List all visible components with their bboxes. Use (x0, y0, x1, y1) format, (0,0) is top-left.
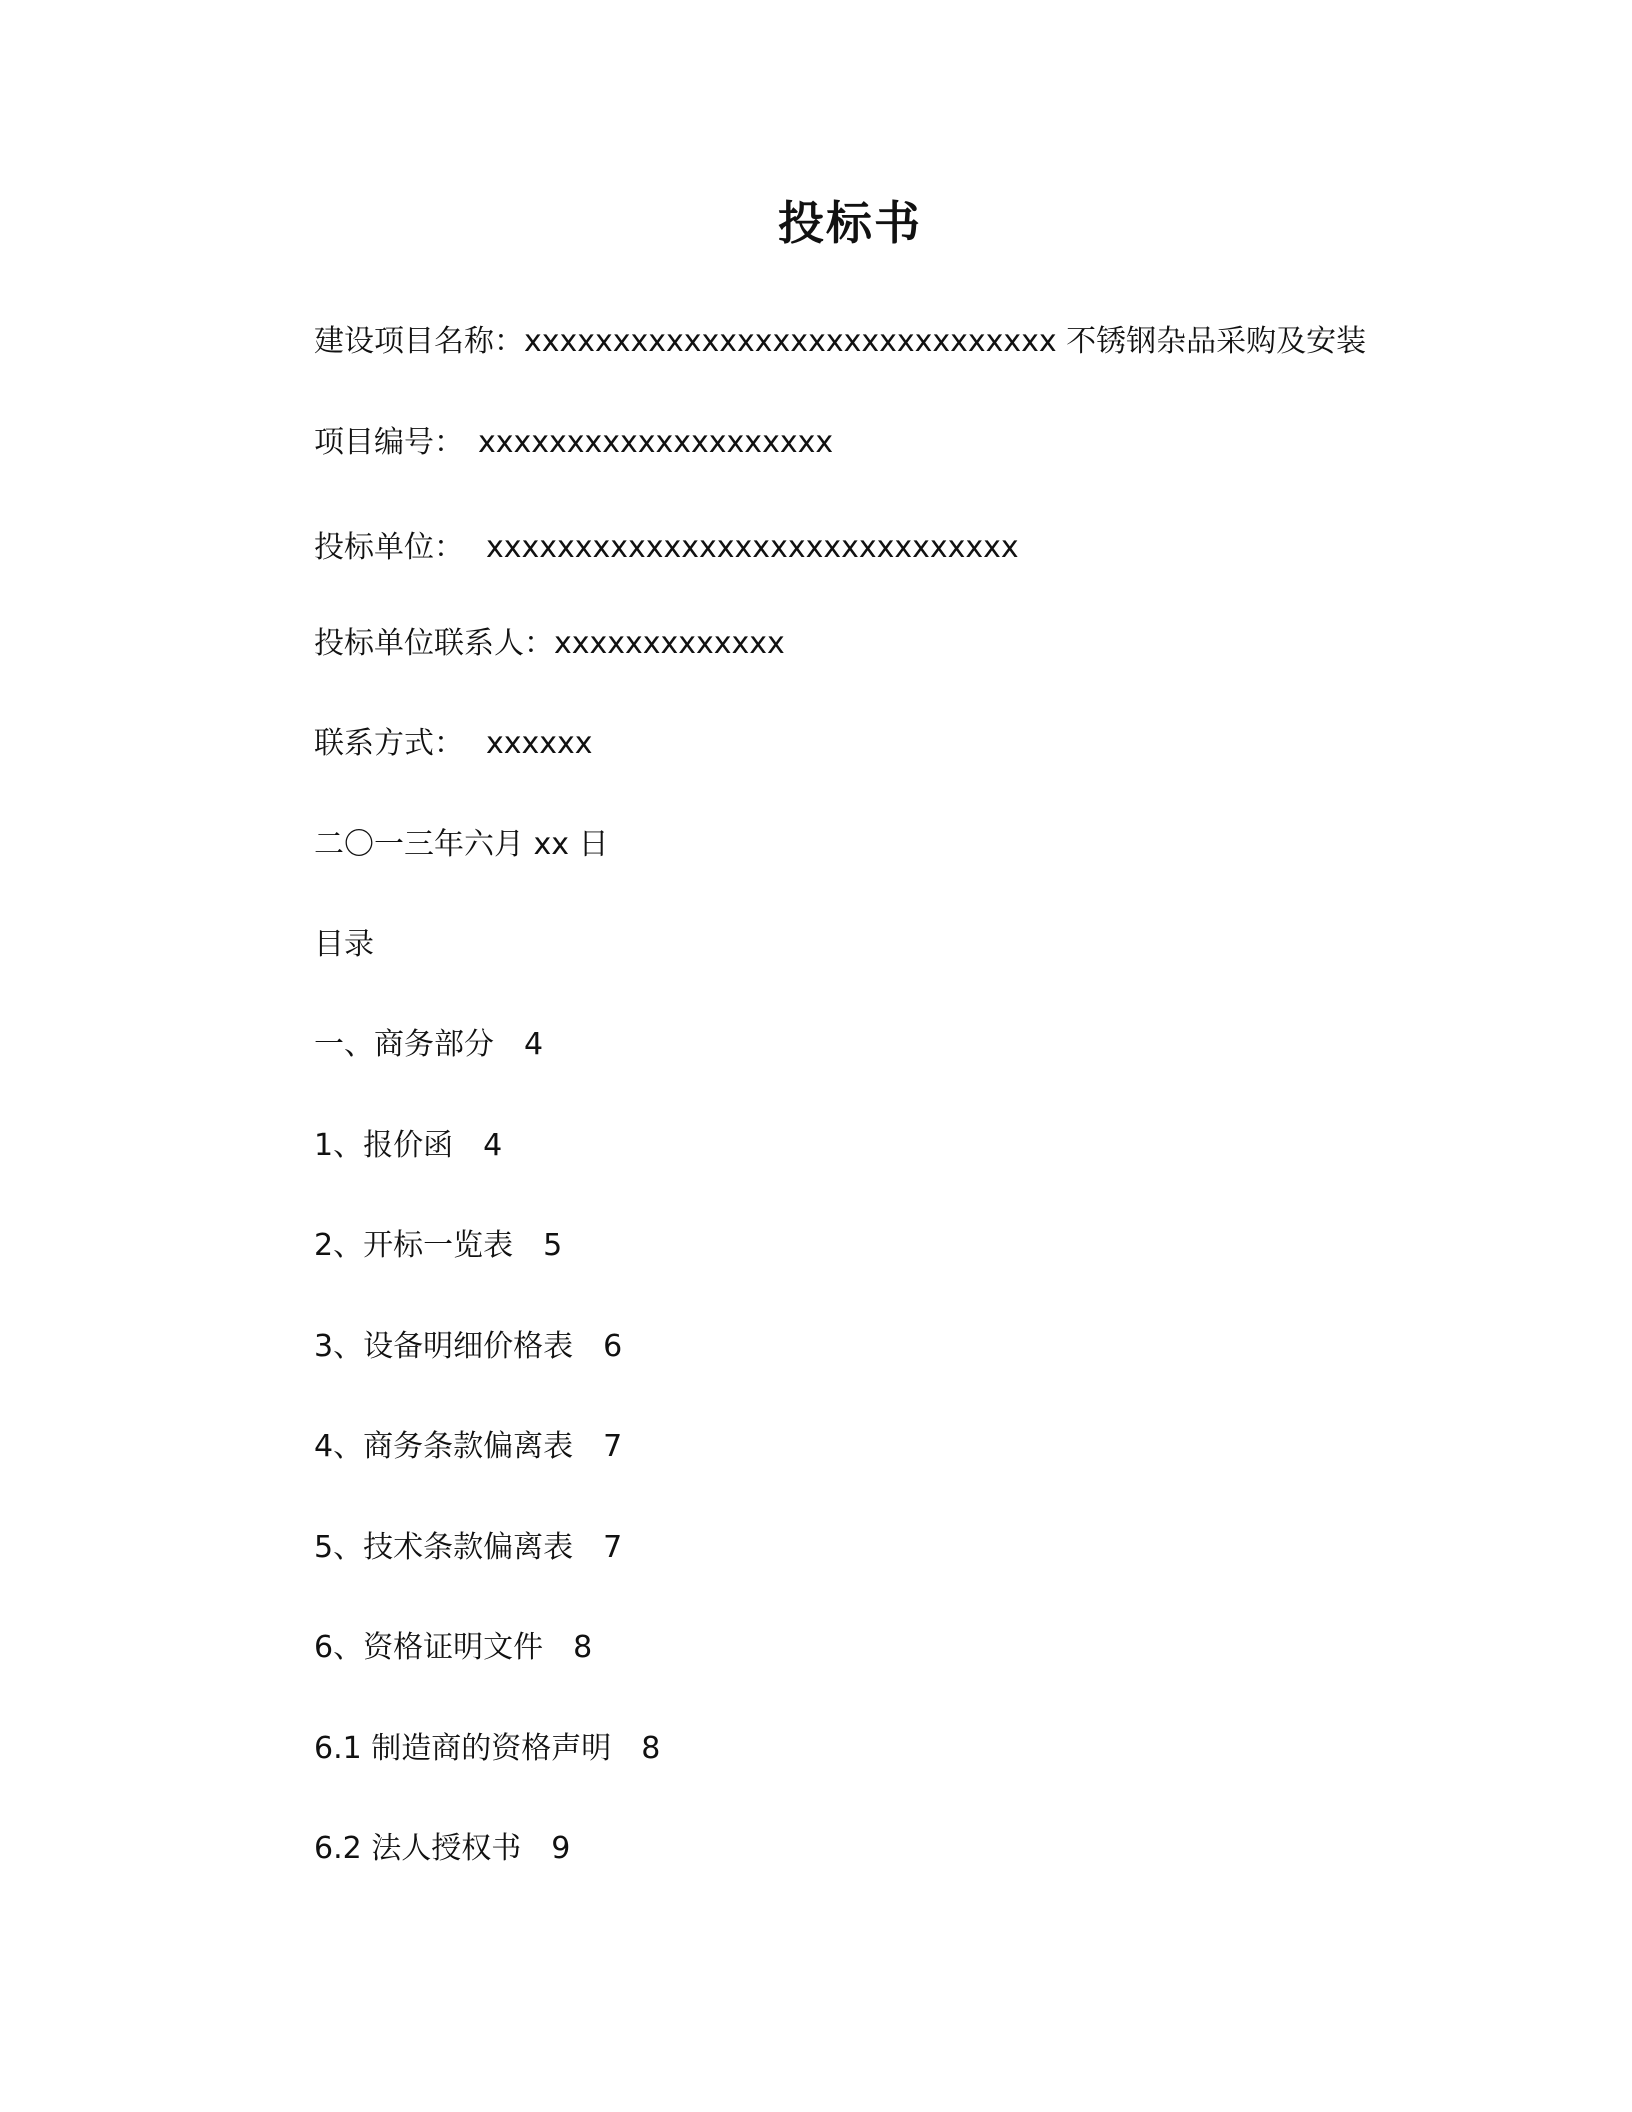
toc-item-page: 8 (641, 1731, 661, 1766)
toc-item-page: 7 (603, 1530, 623, 1565)
toc-item-text: 4、商务条款偏离表 (314, 1429, 574, 1464)
toc-item-text: 6、资格证明文件 (314, 1630, 544, 1665)
project-name-line (314, 322, 1366, 362)
bidder-label: 投标单位： (314, 530, 464, 565)
toc-item[interactable] (314, 1226, 562, 1266)
toc-item[interactable] (314, 1126, 502, 1166)
toc-item[interactable] (314, 1729, 660, 1769)
bidder-value: xxxxxxxxxxxxxxxxxxxxxxxxxxxxxx (486, 530, 1019, 565)
toc-item-text: 一、商务部分 (314, 1027, 494, 1062)
toc-item-text: 1、报价函 (314, 1128, 454, 1163)
toc-heading: 目录 (314, 927, 374, 962)
toc-item-page: 4 (483, 1128, 503, 1163)
document-date: 二〇一三年六月 xx 日 (314, 827, 609, 862)
toc-item[interactable] (314, 1025, 543, 1065)
toc-item-page: 9 (551, 1831, 571, 1866)
toc-item-text: 6.1 制造商的资格声明 (314, 1731, 612, 1766)
project-number-label: 项目编号： (314, 425, 464, 460)
toc-item[interactable] (314, 1327, 622, 1367)
contact-person-value: xxxxxxxxxxxxx (554, 626, 785, 661)
toc-item-text: 5、技术条款偏离表 (314, 1530, 574, 1565)
contact-person-line (314, 624, 785, 664)
toc-item-text: 2、开标一览表 (314, 1228, 514, 1263)
document-title: 投标书 (778, 196, 922, 250)
project-number-value: xxxxxxxxxxxxxxxxxxxx (478, 425, 834, 460)
toc-item-page: 5 (543, 1228, 563, 1263)
project-name-value: xxxxxxxxxxxxxxxxxxxxxxxxxxxxxx 不锈钢杂品采购及安装 (524, 324, 1367, 359)
toc-item[interactable] (314, 1528, 622, 1568)
toc-item-text: 6.2 法人授权书 (314, 1831, 522, 1866)
contact-method-value: xxxxxx (486, 726, 593, 761)
toc-item-page: 7 (603, 1429, 623, 1464)
toc-item-page: 8 (573, 1630, 593, 1665)
contact-method-label: 联系方式： (314, 726, 464, 761)
toc-item-page: 6 (603, 1329, 623, 1364)
contact-method-line (314, 724, 593, 764)
bidder-line (314, 528, 1019, 568)
toc-item[interactable] (314, 1427, 622, 1467)
project-number-line (314, 423, 833, 463)
contact-person-label: 投标单位联系人： (314, 626, 554, 661)
toc-item[interactable] (314, 1628, 592, 1668)
toc-item-text: 3、设备明细价格表 (314, 1329, 574, 1364)
toc-item-page: 4 (524, 1027, 544, 1062)
toc-item[interactable] (314, 1829, 570, 1869)
project-name-label: 建设项目名称： (314, 324, 524, 359)
